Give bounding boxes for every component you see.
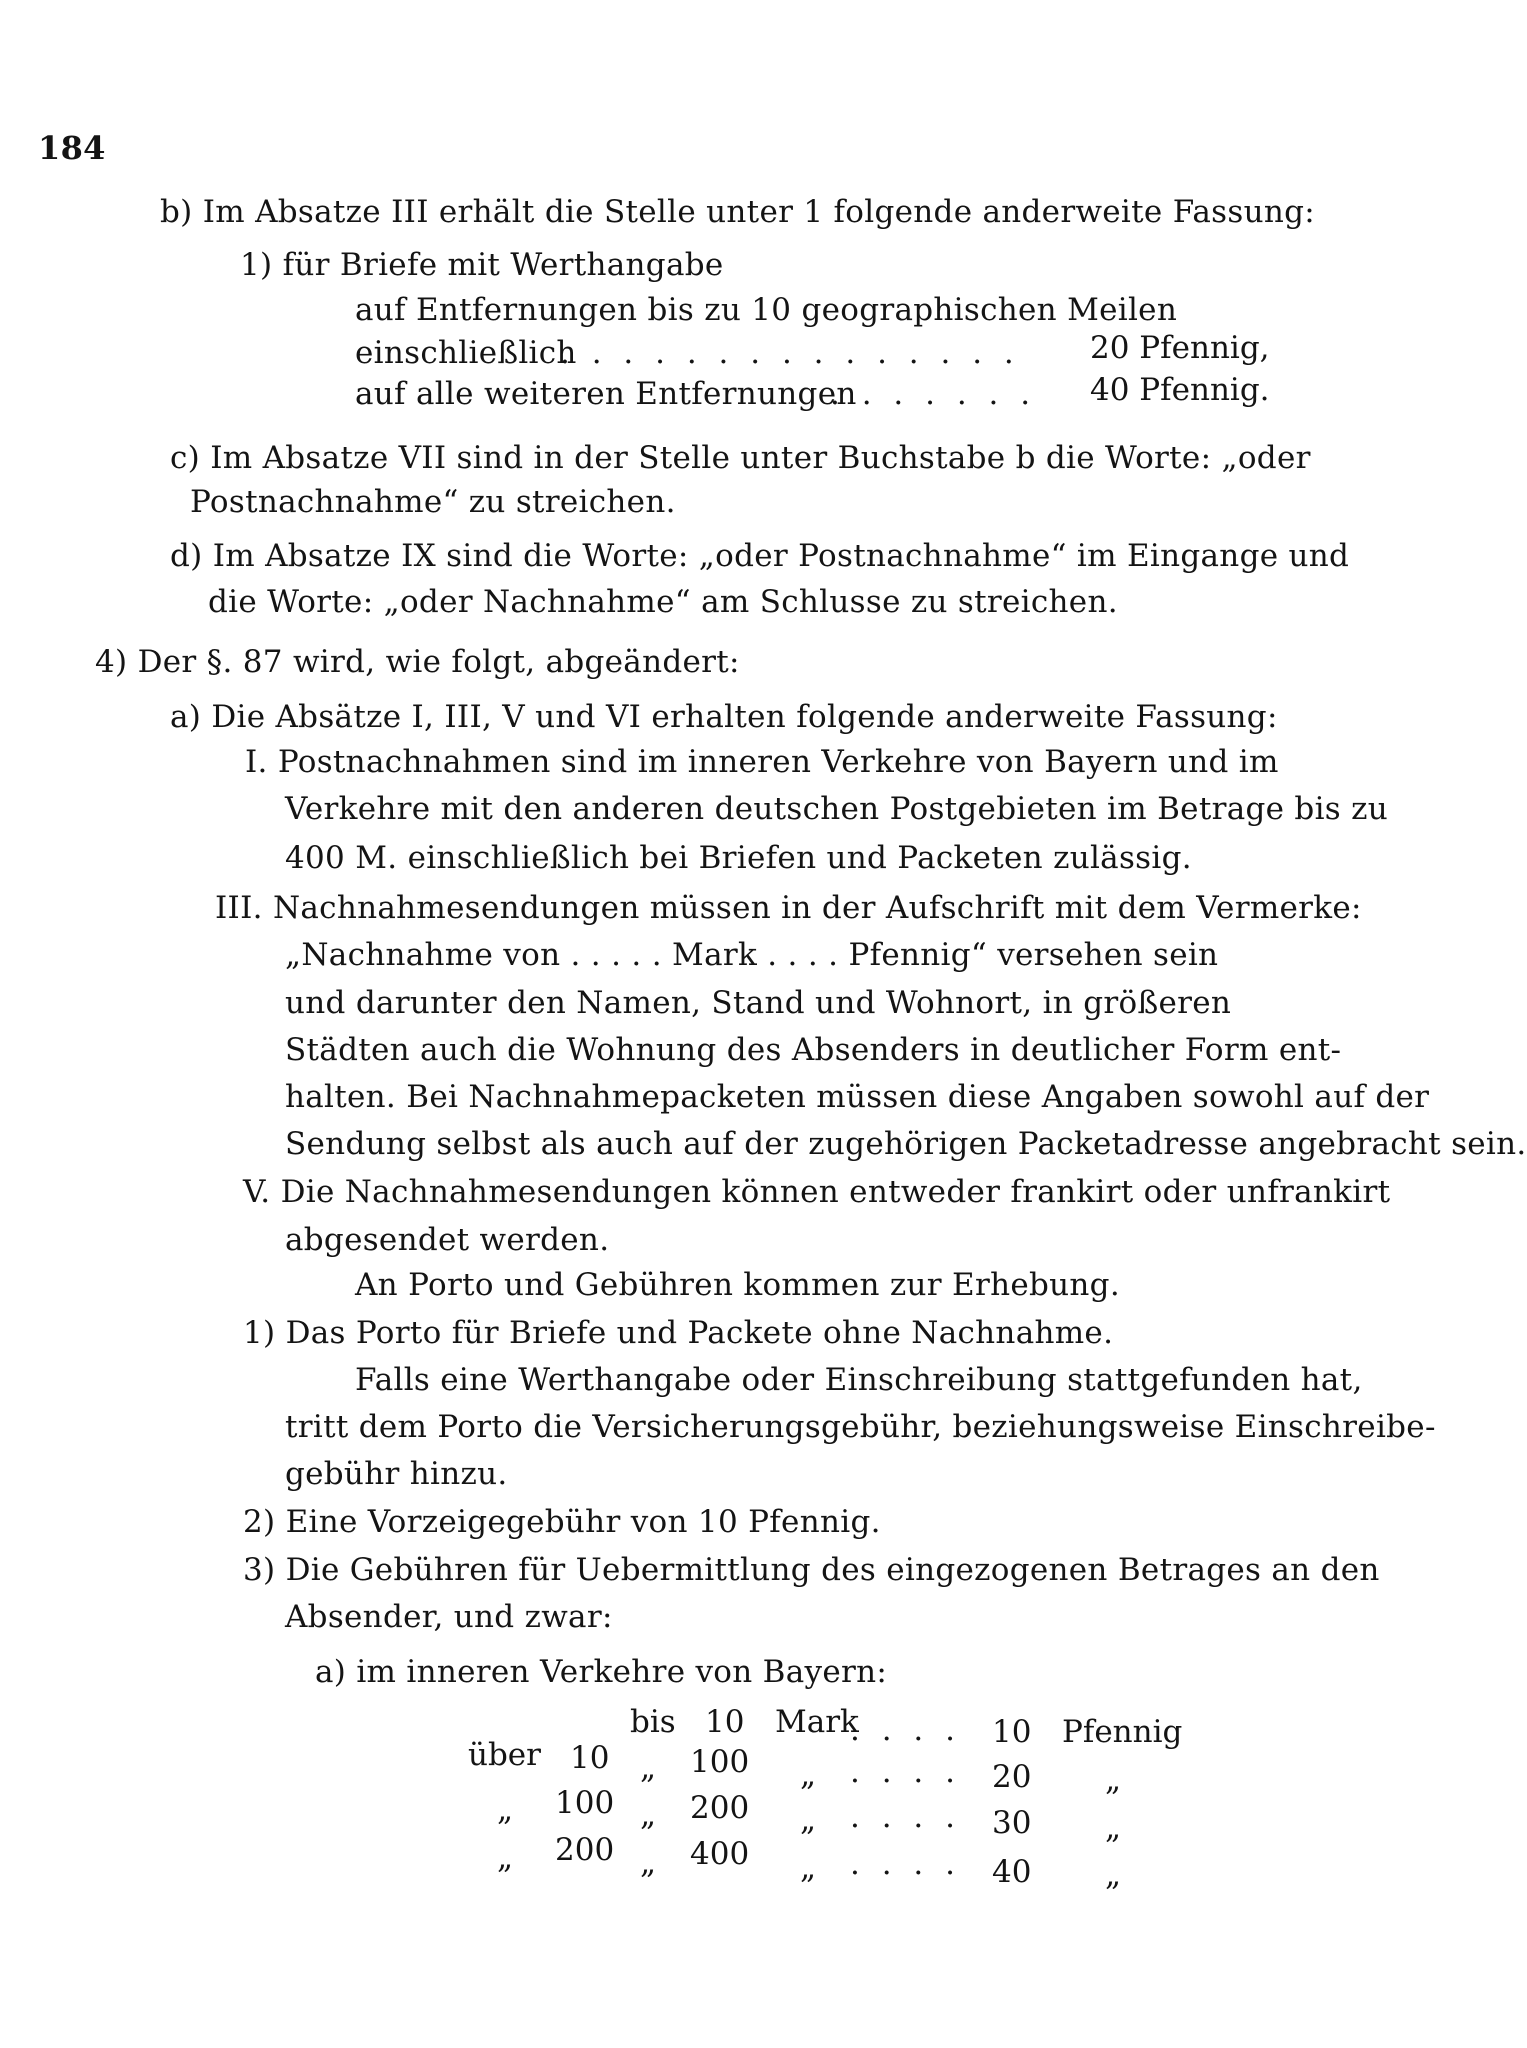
- leader-dots: . . . . . . . . . . . . . . .: [560, 335, 1020, 371]
- table-row-0-unit: Mark: [775, 1704, 859, 1740]
- table-row-1-dots: . . . .: [850, 1754, 961, 1790]
- absatz-I-line-1: I. Postnachnahmen sind im inneren Verkehre von Bayern und im: [245, 744, 1279, 780]
- page-number: 184: [38, 129, 106, 167]
- paragraph-c-line-1: c) Im Absatze VII sind in der Stelle unter Buchstabe b die Worte: „oder: [170, 440, 1311, 476]
- table-row-1-from: 10: [570, 1740, 610, 1776]
- item-1-line-3: tritt dem Porto die Versicherungsgebühr, beziehungsweise Einschreibe-: [285, 1409, 1436, 1445]
- absatz-III-line-5: halten. Bei Nachnahmepacketen müssen diese Angaben sowohl auf der: [285, 1079, 1430, 1115]
- table-row-0-fee-unit: Pfennig: [1062, 1714, 1183, 1750]
- table-row-2-fee: 30: [992, 1805, 1032, 1841]
- fee-amount: 40 Pfennig.: [1090, 372, 1270, 408]
- absatz-III-line-2: „Nachnahme von . . . . . Mark . . . . Pfennig“ versehen sein: [285, 937, 1219, 973]
- table-row-3-dots: . . . .: [850, 1846, 961, 1882]
- table-row-2-fee-unit: „: [1105, 1810, 1122, 1846]
- item-3-line-1: 3) Die Gebühren für Uebermittlung des eingezogenen Betrages an den: [243, 1552, 1380, 1588]
- table-row-2-to: 200: [690, 1790, 750, 1826]
- table-row-0-sep: bis: [630, 1704, 676, 1740]
- absatz-III-line-3: und darunter den Namen, Stand und Wohnort, in größeren: [285, 985, 1232, 1021]
- table-row-3-fee: 40: [992, 1854, 1032, 1890]
- table-row-3-to: 400: [690, 1836, 750, 1872]
- table-row-0-dots: . . . .: [850, 1712, 961, 1748]
- table-row-1-fee: 20: [992, 1759, 1032, 1795]
- item-1-line-2: Falls eine Werthangabe oder Einschreibung stattgefunden hat,: [355, 1362, 1363, 1398]
- leader-dots: . . . . . . .: [830, 376, 1037, 412]
- table-row-2-dots: . . . .: [850, 1799, 961, 1835]
- table-row-0-to: 10: [705, 1704, 745, 1740]
- absatz-I-line-2: Verkehre mit den anderen deutschen Postgebieten im Betrage bis zu: [285, 791, 1389, 827]
- item-3-line-2: Absender, und zwar:: [285, 1599, 613, 1635]
- paragraph-b-heading: b) Im Absatze III erhält die Stelle unter 1 folgende anderweite Fassung:: [160, 194, 1316, 230]
- paragraph-d-line-2: die Worte: „oder Nachnahme“ am Schlusse zu streichen.: [208, 584, 1118, 620]
- table-row-2-from: 100: [555, 1785, 615, 1821]
- paragraph-c-line-2: Postnachnahme“ zu streichen.: [190, 484, 676, 520]
- section-4-heading: 4) Der §. 87 wird, wie folgt, abgeändert:: [95, 644, 740, 680]
- paragraph-b-item-1-line-3-label: auf alle weiteren Entfernungen: [355, 376, 857, 412]
- table-row-1-to: 100: [690, 1744, 750, 1780]
- table-row-2-sep: „: [640, 1797, 657, 1833]
- absatz-V-line-2: abgesendet werden.: [285, 1222, 610, 1258]
- absatz-I-line-3: 400 M. einschließlich bei Briefen und Packeten zulässig.: [285, 840, 1192, 876]
- table-row-3-sep: „: [640, 1845, 657, 1881]
- absatz-III-line-6: Sendung selbst als auch auf der zugehörigen Packetadresse angebracht sein.: [285, 1126, 1527, 1162]
- table-row-3-from: 200: [555, 1832, 615, 1868]
- table-row-3-fee-unit: „: [1105, 1857, 1122, 1893]
- paragraph-b-item-1: 1) für Briefe mit Werthangabe: [240, 247, 724, 283]
- paragraph-b-item-1-line-1: auf Entfernungen bis zu 10 geographischen Meilen: [355, 292, 1178, 328]
- item-1-line-1: 1) Das Porto für Briefe und Packete ohne Nachnahme.: [243, 1315, 1114, 1351]
- paragraph-b-item-1-line-2-label: einschließlich: [355, 335, 577, 371]
- table-row-1-sep: „: [640, 1750, 657, 1786]
- table-row-2-unit: „: [800, 1802, 817, 1838]
- table-row-3-prefix: „: [497, 1840, 514, 1876]
- table-row-1-prefix: über: [468, 1737, 541, 1773]
- subitem-a: a) im inneren Verkehre von Bayern:: [315, 1654, 888, 1690]
- paragraph-d-line-1: d) Im Absatze IX sind die Worte: „oder Postnachnahme“ im Eingange und: [170, 538, 1350, 574]
- table-row-0-fee: 10: [992, 1714, 1032, 1750]
- absatz-V-line-3: An Porto und Gebühren kommen zur Erhebung.: [355, 1267, 1120, 1303]
- table-row-2-prefix: „: [497, 1792, 514, 1828]
- paragraph-a-heading: a) Die Absätze I, III, V und VI erhalten folgende anderweite Fassung:: [170, 699, 1278, 735]
- absatz-III-line-4: Städten auch die Wohnung des Absenders in deutlicher Form ent-: [285, 1032, 1342, 1068]
- absatz-III-line-1: III. Nachnahmesendungen müssen in der Aufschrift mit dem Vermerke:: [215, 890, 1362, 926]
- table-row-3-unit: „: [800, 1850, 817, 1886]
- fee-amount: 20 Pfennig,: [1090, 330, 1270, 366]
- item-2-line-1: 2) Eine Vorzeigegebühr von 10 Pfennig.: [243, 1504, 881, 1540]
- table-row-1-unit: „: [800, 1757, 817, 1793]
- item-1-line-4: gebühr hinzu.: [285, 1456, 508, 1492]
- table-row-1-fee-unit: „: [1105, 1762, 1122, 1798]
- absatz-V-line-1: V. Die Nachnahmesendungen können entweder frankirt oder unfrankirt: [243, 1174, 1391, 1210]
